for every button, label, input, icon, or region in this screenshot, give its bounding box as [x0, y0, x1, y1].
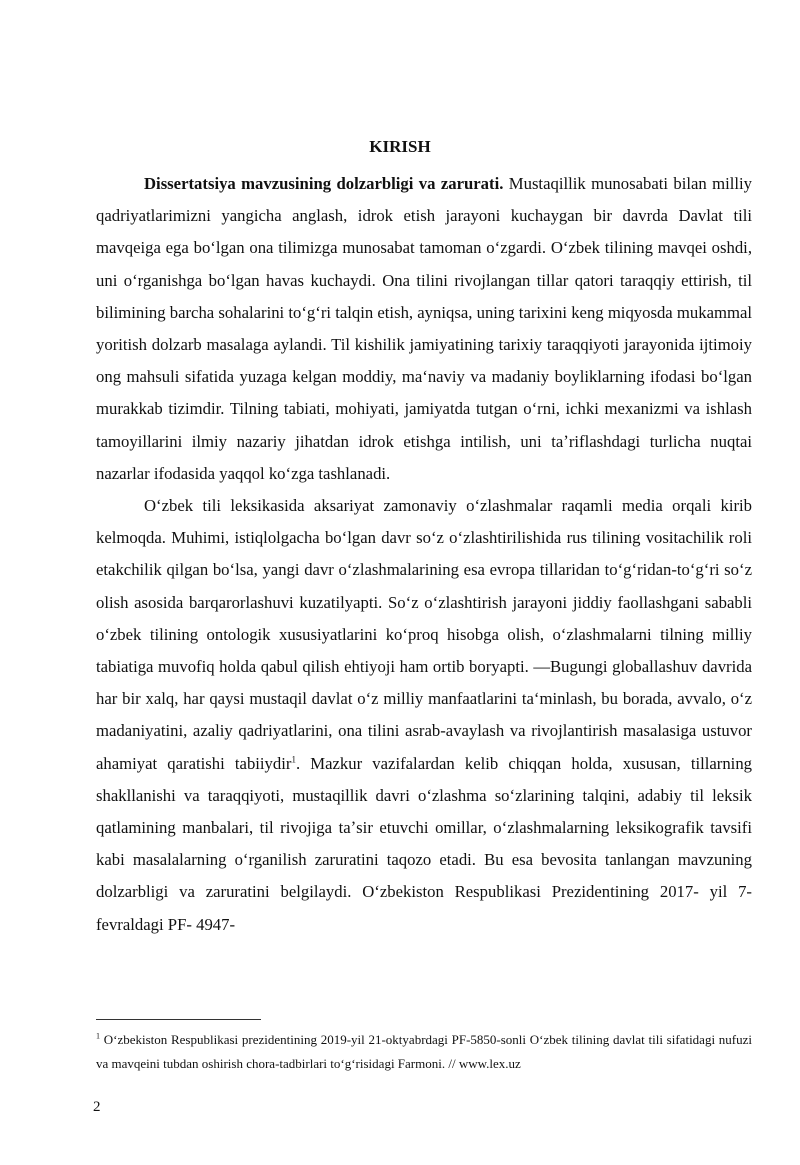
paragraph-text: . Mazkur vazifalardan kelib chiqqan holda, xususan, tillarning shakllanishi va taraqqiyoti, mustaqillik davri oʻzlashma soʻzlarining talqini, adabiy til leksik qatlamining manbalari, til rivojiga taʼsir etuvchi omillar, oʻzlashmalarning leksikografik tavsifi kabi masalalarning oʻrganilish zaruratini taqozo etadi. Bu esa bevosita tanlangan mavzuning dolzarbligi va zaruratini belgilaydi. Oʻzbekiston Respublikasi Prezidentining 2017- yil 7- fevraldagi PF- 4947-: [96, 753, 753, 934]
paragraph-text: Oʻzbek tili leksikasida aksariyat zamonaviy oʻzlashmalar raqamli media orqali kirib kelmoqda. Muhimi, istiqlolgacha boʻlgan davr soʻz oʻzlashtirilishida rus tilining vositachilik roli etakchilik qilgan boʻlsa, yangi davr oʻzlashmalarining esa evropa tillaridan toʻgʻridan-toʻgʻri soʻz olish asosida barqarorlashuvi kuzatilyapti. Soʻz oʻzlashtirish jarayoni jiddiy faollashgani sababli oʻzbek tilining ontologik xususiyatlarini koʻproq hisobga olish, oʻzlashmalarni tilning milliy tabiatiga muvofiq holda qabul qilish ehtiyoji ham ortib boryapti. ―Bugungi globallashuv davrida har bir xalq, har qaysi mustaqil davlat oʻz milliy manfaatlarini taʻminlash, bu borada, avvalo, oʻz madaniyatini, azaliy qadriyatlarini, ona tilini asrab-avaylash va rivojlantirish masalasiga ustuvor ahamiyat qaratishi tabiiydir: [96, 496, 752, 773]
paragraph-borrowings: [96, 490, 752, 941]
paragraph-text: Mustaqillik munosabati bilan milliy qadriyatlarimizni yangicha anglash, idrok etish jarayoni kuchaygan bir davrda Davlat tili mavqeiga ega boʻlgan ona tilimizga munosabat tamoman oʻzgardi. Oʻzbek tilining mavqei oshdi, uni oʻrganishga boʻlgan havas kuchaydi. Ona tilini rivojlangan tillar qatori taraqqiy ettirish, til bilimining barcha sohalarini toʻgʻri talqin etish, ayniqsa, uning tarixini keng miqyosda mukammal yoritish dolzarb masalaga aylandi. Til kishilik jamiyatining tarixiy taraqqiyoti jarayonida ijtimoiy ong mahsuli sifatida yuzaga kelgan moddiy, maʻnaviy va madaniy boyliklarning ifodasi boʻlgan murakkab tizimdir. Tilning tabiati, mohiyati, jamiyatda tutgan oʻrni, ichki mexanizmi va ishlash tamoyillarini ilmiy nazariy jihatdan idrok etishga intilish, uni taʼriflashdagi turlicha nuqtai nazarlar ifodasida yaqqol koʻzga tashlanadi.: [96, 174, 752, 483]
footnote-number: 1: [96, 1031, 100, 1041]
section-heading: KIRISH: [369, 137, 431, 156]
footnote-text: Oʻzbekiston Respublikasi prezidentining 2019-yil 21-oktyabrdagi PF-5850-sonli Oʻzbek tilining davlat tili sifatidagi nufuzi va mavqeini tubdan oshirish chora-tadbirlari toʻgʻrisidagi Farmoni. // www.lex.uz: [96, 1032, 752, 1071]
page-number: 2: [93, 1099, 101, 1115]
paragraph-relevance: [96, 168, 752, 490]
footnote-separator: [96, 1019, 261, 1020]
body-text: [96, 168, 752, 941]
footnote: [96, 1028, 752, 1076]
footnote-reference[interactable]: 1: [291, 754, 296, 765]
paragraph-lead-bold: Dissertatsiya mavzusining dolzarbligi va zarurati.: [144, 174, 504, 193]
